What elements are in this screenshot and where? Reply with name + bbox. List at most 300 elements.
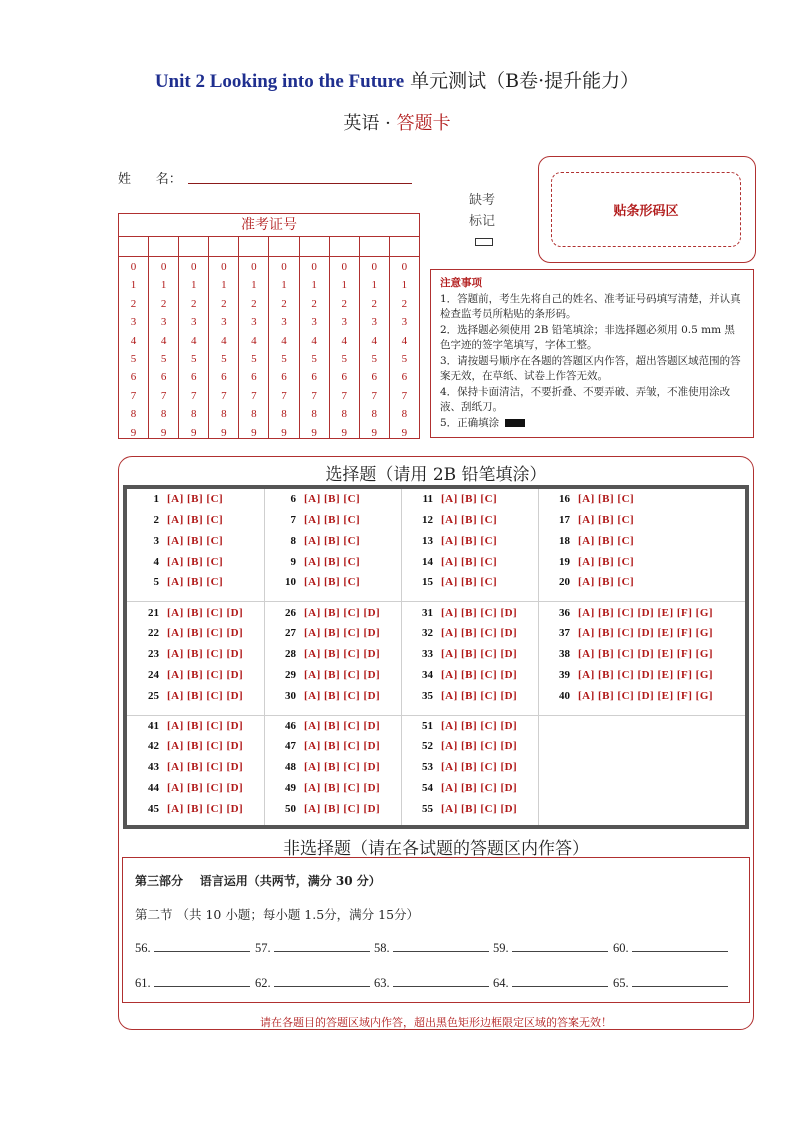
- exam-id-digit-column: [390, 256, 419, 438]
- question-number: 37: [559, 627, 570, 639]
- exam-id-digit-bubble[interactable]: 4: [401, 334, 408, 347]
- mc-question-row: [548, 576, 634, 588]
- exam-id-digit-bubble[interactable]: 6: [341, 371, 347, 384]
- exam-id-digit-bubble[interactable]: 1: [190, 279, 197, 292]
- answer-options[interactable]: [A] [B] [C] [D]: [304, 627, 381, 639]
- exam-id-digit-bubble[interactable]: 3: [341, 316, 347, 329]
- mc-question-row: [274, 761, 380, 773]
- mc-question-row: [274, 720, 380, 732]
- exam-id-digit-bubble[interactable]: 2: [311, 297, 317, 310]
- blank-answer-line[interactable]: [632, 985, 728, 987]
- mc-question-row: [411, 669, 517, 681]
- exam-id-digit-bubble[interactable]: 0: [160, 261, 167, 273]
- mc-question-row: [548, 669, 713, 681]
- question-number: 44: [148, 782, 159, 794]
- exam-id-digit-bubble[interactable]: 1: [221, 279, 227, 292]
- answer-options[interactable]: [A] [B] [C]: [578, 535, 635, 547]
- answer-options[interactable]: [A] [B] [C] [D]: [167, 607, 244, 619]
- exam-id-digit-bubble[interactable]: 6: [251, 371, 257, 384]
- exam-id-digit-bubble[interactable]: 8: [130, 408, 137, 421]
- exam-id-write-cell[interactable]: [119, 236, 149, 256]
- exam-id-digit-bubble[interactable]: 2: [160, 297, 167, 310]
- mc-question-row: [137, 607, 243, 619]
- exam-id-digit-bubble[interactable]: 3: [130, 316, 137, 329]
- exam-id-digit-bubble[interactable]: 2: [341, 297, 347, 310]
- exam-id-digit-bubble[interactable]: 6: [311, 371, 317, 384]
- exam-id-digit-bubble[interactable]: 2: [251, 297, 257, 310]
- mc-question-row: [137, 576, 223, 588]
- exam-id-digit-bubble[interactable]: 0: [341, 261, 347, 273]
- exam-id-digit-bubble[interactable]: 5: [281, 353, 287, 366]
- answer-options[interactable]: [A] [B] [C] [D]: [304, 607, 381, 619]
- exam-id-write-cell[interactable]: [360, 236, 390, 256]
- answer-options[interactable]: [A] [B] [C]: [578, 493, 635, 505]
- answer-options[interactable]: [A] [B] [C] [D]: [304, 648, 381, 660]
- question-number: 24: [148, 669, 159, 681]
- exam-id-digit-bubble[interactable]: 4: [311, 334, 317, 347]
- answer-options[interactable]: [A] [B] [C] [D] [E] [F] [G]: [578, 648, 714, 660]
- answer-options[interactable]: [A] [B] [C]: [441, 514, 498, 526]
- mc-question-row: [274, 556, 360, 568]
- exam-id-digit-column: [360, 256, 390, 438]
- mc-question-row: [274, 648, 380, 660]
- exam-id-digit-bubble[interactable]: 2: [190, 297, 197, 310]
- answer-options[interactable]: [A] [B] [C] [D]: [167, 803, 244, 815]
- exam-id-digit-bubble[interactable]: 9: [190, 426, 197, 439]
- exam-id-digit-bubble[interactable]: 4: [130, 334, 137, 347]
- subtitle-subject: 英语 ·: [343, 113, 397, 134]
- exam-id-digit-bubble[interactable]: 0: [371, 261, 378, 273]
- exam-id-digit-bubble[interactable]: 8: [371, 408, 378, 421]
- blank-answer-line[interactable]: [393, 950, 489, 952]
- exam-id-digit-bubble[interactable]: 8: [401, 408, 408, 421]
- answer-options[interactable]: [A] [B] [C]: [578, 576, 635, 588]
- question-number: 22: [148, 627, 159, 639]
- mc-question-row: [411, 740, 517, 752]
- exam-id-digit-bubble[interactable]: 9: [221, 426, 227, 439]
- exam-id-digit-bubble[interactable]: 5: [190, 353, 197, 366]
- exam-id-digit-bubble[interactable]: 2: [401, 297, 408, 310]
- exam-id-digit-column: [239, 256, 269, 438]
- blank-number: 60.: [613, 941, 629, 955]
- answer-options[interactable]: [A] [B] [C] [D]: [441, 803, 518, 815]
- exam-id-digit-column: [269, 256, 299, 438]
- question-number: 15: [422, 576, 433, 588]
- notice-item-fill-example: [440, 416, 744, 432]
- exam-id-digit-bubble[interactable]: 0: [401, 261, 408, 273]
- exam-id-write-cell[interactable]: [209, 236, 239, 256]
- exam-id-digit-bubble[interactable]: 5: [130, 353, 137, 366]
- exam-id-digit-bubble[interactable]: 3: [371, 316, 378, 329]
- exam-id-digit-bubble[interactable]: 3: [401, 316, 408, 329]
- fill-blank-item: [613, 941, 728, 956]
- answer-options[interactable]: [A] [B] [C] [D]: [167, 669, 244, 681]
- barcode-label: 贴条形码区: [613, 204, 679, 219]
- answer-options[interactable]: [A] [B] [C] [D]: [304, 690, 381, 702]
- exam-id-digit-bubble[interactable]: 9: [311, 426, 317, 439]
- question-number: 48: [285, 761, 296, 773]
- exam-id-digit-bubble[interactable]: 5: [401, 353, 408, 366]
- mc-question-row: [548, 514, 634, 526]
- exam-id-digit-bubble[interactable]: 2: [281, 297, 287, 310]
- answer-options[interactable]: [A] [B] [C] [D]: [441, 761, 518, 773]
- blank-number: 57.: [255, 941, 271, 955]
- exam-id-digit-bubble[interactable]: 8: [221, 408, 227, 421]
- exam-id-digit-bubble[interactable]: 1: [281, 279, 287, 292]
- answer-options[interactable]: [A] [B] [C]: [304, 556, 361, 568]
- question-number: 29: [285, 669, 296, 681]
- notice-item-5-text: 5．正确填涂: [440, 416, 500, 429]
- exam-id-digit-bubble[interactable]: 3: [221, 316, 227, 329]
- answer-options[interactable]: [A] [B] [C] [D]: [167, 648, 244, 660]
- mc-question-row: [137, 648, 243, 660]
- question-number: 53: [422, 761, 433, 773]
- answer-options[interactable]: [A] [B] [C] [D]: [441, 627, 518, 639]
- fill-blank-item: [613, 976, 728, 991]
- answer-options[interactable]: [A] [B] [C] [D]: [441, 782, 518, 794]
- blank-answer-line[interactable]: [512, 985, 608, 987]
- answer-options[interactable]: [A] [B] [C] [D] [E] [F] [G]: [578, 627, 714, 639]
- mc-question-row: [137, 493, 223, 505]
- exam-id-write-cell[interactable]: [149, 236, 179, 256]
- exam-id-digit-bubble[interactable]: 7: [341, 389, 347, 402]
- fill-blank-item: [135, 941, 250, 956]
- question-number: 17: [559, 514, 570, 526]
- exam-id-digit-bubble[interactable]: 4: [160, 334, 167, 347]
- blank-answer-line[interactable]: [393, 985, 489, 987]
- answer-options[interactable]: [A] [B] [C] [D]: [167, 782, 244, 794]
- question-number: 34: [422, 669, 433, 681]
- exam-id-digit-bubble[interactable]: 4: [251, 334, 257, 347]
- question-number: 35: [422, 690, 433, 702]
- exam-id-digit-bubble[interactable]: 9: [371, 426, 378, 439]
- exam-id-digit-bubble[interactable]: 1: [251, 279, 257, 292]
- exam-id-digit-bubble[interactable]: 5: [311, 353, 317, 366]
- answer-options[interactable]: [A] [B] [C] [D]: [304, 761, 381, 773]
- exam-id-digit-bubble[interactable]: 4: [221, 334, 227, 347]
- blank-answer-line[interactable]: [632, 950, 728, 952]
- blank-number: 65.: [613, 976, 629, 990]
- section-heading: 第二节 （共 10 小题；每小题 1.5分，满分 15分）: [135, 907, 420, 922]
- question-number: 30: [285, 690, 296, 702]
- answer-options[interactable]: [A] [B] [C] [D]: [441, 690, 518, 702]
- question-number: 36: [559, 607, 570, 619]
- fill-blank-item: [493, 976, 608, 991]
- answer-options[interactable]: [A] [B] [C]: [167, 535, 224, 547]
- exam-id-digit-bubble[interactable]: 6: [130, 371, 137, 384]
- mc-question-row: [137, 740, 243, 752]
- mc-question-row: [274, 607, 380, 619]
- exam-id-digit-column: [119, 256, 149, 438]
- answer-options[interactable]: [A] [B] [C]: [441, 535, 498, 547]
- exam-id-digit-bubble[interactable]: 2: [130, 297, 137, 310]
- question-number: 38: [559, 648, 570, 660]
- answer-options[interactable]: [A] [B] [C]: [167, 514, 224, 526]
- absent-line1: 缺考: [468, 193, 495, 208]
- fill-blank-item: [493, 941, 608, 956]
- mc-grid: [127, 489, 745, 825]
- mc-question-row: [137, 761, 243, 773]
- mc-question-row: [411, 556, 497, 568]
- answer-options[interactable]: [A] [B] [C] [D]: [167, 627, 244, 639]
- exam-id-digit-bubble[interactable]: 6: [371, 371, 378, 384]
- answer-options[interactable]: [A] [B] [C]: [304, 493, 361, 505]
- notice-item: 2．选择题必须使用 2B 铅笔填涂；非选择题必须用 0.5 mm 黑色字迹的签字笔填写，字体工整。: [440, 323, 735, 351]
- question-number: 5: [153, 576, 159, 588]
- exam-id-write-row: [119, 236, 419, 257]
- answer-options[interactable]: [A] [B] [C] [D]: [304, 803, 381, 815]
- exam-id-write-cell[interactable]: [179, 236, 209, 256]
- mc-question-row: [548, 690, 713, 702]
- part-heading: 第三部分 语言运用（共两节，满分 30 分）: [135, 874, 381, 888]
- answer-options[interactable]: [A] [B] [C]: [304, 514, 361, 526]
- question-number: 26: [285, 607, 296, 619]
- blank-answer-line[interactable]: [154, 985, 250, 987]
- question-number: 45: [148, 803, 159, 815]
- mc-question-row: [137, 556, 223, 568]
- exam-id-digit-bubble[interactable]: 8: [251, 408, 257, 421]
- exam-id-digit-bubble[interactable]: 5: [251, 353, 257, 366]
- exam-id-digit-bubble[interactable]: 9: [341, 426, 347, 439]
- question-number: 1: [153, 493, 159, 505]
- answer-options[interactable]: [A] [B] [C]: [167, 556, 224, 568]
- answer-options[interactable]: [A] [B] [C]: [441, 493, 498, 505]
- exam-id-digit-bubble[interactable]: 8: [341, 408, 347, 421]
- question-number: 21: [148, 607, 159, 619]
- exam-id-digit-bubble[interactable]: 7: [281, 389, 287, 402]
- exam-id-digit-bubble[interactable]: 6: [281, 371, 287, 384]
- exam-id-digit-bubble[interactable]: 3: [160, 316, 167, 329]
- exam-id-digit-bubble[interactable]: 3: [190, 316, 197, 329]
- answer-options[interactable]: [A] [B] [C] [D] [E] [F] [G]: [578, 690, 714, 702]
- blank-number: 58.: [374, 941, 390, 955]
- exam-id-digit-bubble[interactable]: 1: [341, 279, 347, 292]
- answer-options[interactable]: [A] [B] [C]: [441, 556, 498, 568]
- exam-id-digit-bubble[interactable]: 1: [311, 279, 317, 292]
- exam-id-digit-bubble[interactable]: 1: [130, 279, 137, 292]
- exam-id-digit-bubble[interactable]: 4: [341, 334, 347, 347]
- exam-id-digit-bubble[interactable]: 0: [221, 261, 227, 273]
- exam-id-write-cell[interactable]: [269, 236, 299, 256]
- exam-id-digit-bubble[interactable]: 6: [190, 371, 197, 384]
- mc-question-row: [548, 648, 713, 660]
- blank-number: 64.: [493, 976, 509, 990]
- answer-options[interactable]: [A] [B] [C] [D]: [441, 648, 518, 660]
- exam-id-digit-bubble[interactable]: 1: [160, 279, 167, 292]
- answer-options[interactable]: [A] [B] [C]: [167, 493, 224, 505]
- exam-id-table: [118, 213, 420, 439]
- mc-question-row: [411, 607, 517, 619]
- question-number: 3: [153, 535, 159, 547]
- question-number: 40: [559, 690, 570, 702]
- exam-id-digit-bubble[interactable]: 0: [190, 261, 197, 273]
- answer-options[interactable]: [A] [B] [C]: [304, 535, 361, 547]
- mc-question-row: [548, 607, 713, 619]
- page-title: [0, 66, 794, 93]
- exam-id-digit-bubble[interactable]: 0: [251, 261, 257, 273]
- exam-id-digit-bubble[interactable]: 7: [401, 389, 408, 402]
- mc-question-row: [411, 493, 497, 505]
- exam-id-digit-bubble[interactable]: 6: [401, 371, 408, 384]
- grid-divider: [401, 489, 402, 825]
- exam-id-digit-bubble[interactable]: 3: [251, 316, 257, 329]
- exam-id-digit-column: [330, 256, 360, 438]
- exam-id-digit-bubble[interactable]: 3: [281, 316, 287, 329]
- mc-question-row: [274, 740, 380, 752]
- exam-id-digit-bubble[interactable]: 2: [221, 297, 227, 310]
- exam-id-digit-bubble[interactable]: 6: [160, 371, 167, 384]
- mc-question-row: [274, 690, 380, 702]
- absent-checkbox[interactable]: [475, 238, 493, 246]
- exam-id-digit-bubble[interactable]: 3: [311, 316, 317, 329]
- exam-id-write-cell[interactable]: [300, 236, 330, 256]
- exam-id-write-cell[interactable]: [239, 236, 269, 256]
- question-number: 13: [422, 535, 433, 547]
- answer-options[interactable]: [A] [B] [C] [D]: [167, 761, 244, 773]
- blank-answer-line[interactable]: [154, 950, 250, 952]
- mc-question-row: [274, 576, 360, 588]
- exam-id-digit-bubble[interactable]: 7: [130, 389, 137, 402]
- question-number: 19: [559, 556, 570, 568]
- answer-options[interactable]: [A] [B] [C]: [441, 576, 498, 588]
- fill-blank-item: [374, 976, 489, 991]
- question-number: 11: [422, 493, 433, 505]
- answer-options[interactable]: [A] [B] [C] [D] [E] [F] [G]: [578, 607, 714, 619]
- mc-question-row: [548, 493, 634, 505]
- mc-question-row: [137, 782, 243, 794]
- notice-item: 1．答题前，考生先将自己的姓名、准考证号码填写清楚，并认真检查监考员所粘贴的条形码。: [440, 292, 741, 320]
- absent-line2: 标记: [468, 214, 495, 229]
- blank-answer-line[interactable]: [512, 950, 608, 952]
- grid-divider: [127, 601, 745, 602]
- exam-id-digit-bubble[interactable]: 9: [281, 426, 287, 439]
- exam-id-digit-bubble[interactable]: 7: [371, 389, 378, 402]
- fill-blank-item: [255, 976, 370, 991]
- mc-question-row: [411, 690, 517, 702]
- mc-question-row: [137, 627, 243, 639]
- question-number: 41: [148, 720, 159, 732]
- question-number: 4: [153, 556, 159, 568]
- exam-id-write-cell[interactable]: [390, 236, 419, 256]
- blank-number: 62.: [255, 976, 271, 990]
- exam-id-digit-bubble[interactable]: 6: [221, 371, 227, 384]
- exam-id-digit-bubble[interactable]: 5: [221, 353, 227, 366]
- fill-blank-item: [374, 941, 489, 956]
- mc-section-title: 选择题（请用 2B 铅笔填涂）: [325, 465, 547, 485]
- exam-id-digit-column: [300, 256, 330, 438]
- exam-id-digit-bubble[interactable]: 8: [160, 408, 167, 421]
- exam-id-digit-bubble[interactable]: 7: [160, 389, 167, 402]
- exam-id-digit-bubble[interactable]: 7: [251, 389, 257, 402]
- exam-id-digit-bubble[interactable]: 4: [281, 334, 287, 347]
- exam-id-digit-bubble[interactable]: 0: [281, 261, 287, 273]
- exam-id-digit-bubble[interactable]: 7: [311, 389, 317, 402]
- notice-box: [430, 269, 754, 438]
- question-number: 23: [148, 648, 159, 660]
- exam-id-digit-bubble[interactable]: 9: [130, 426, 137, 439]
- question-number: 14: [422, 556, 433, 568]
- blank-answer-line[interactable]: [274, 950, 370, 952]
- question-number: 33: [422, 648, 433, 660]
- nc-answer-box: [122, 857, 750, 1003]
- mc-answer-box: [123, 485, 749, 829]
- answer-options[interactable]: [A] [B] [C] [D]: [441, 607, 518, 619]
- answer-options[interactable]: [A] [B] [C] [D]: [441, 720, 518, 732]
- exam-id-digit-bubble[interactable]: 7: [221, 389, 227, 402]
- answer-options[interactable]: [A] [B] [C]: [578, 514, 635, 526]
- exam-id-digit-bubble[interactable]: 9: [251, 426, 257, 439]
- answer-options[interactable]: [A] [B] [C] [D]: [304, 669, 381, 681]
- grid-divider: [538, 489, 539, 825]
- exam-id-write-cell[interactable]: [330, 236, 360, 256]
- exam-id-digit-bubble[interactable]: 5: [160, 353, 167, 366]
- exam-id-digit-bubble[interactable]: 2: [371, 297, 378, 310]
- exam-id-digit-bubble[interactable]: 8: [281, 408, 287, 421]
- exam-id-digit-bubble[interactable]: 7: [190, 389, 197, 402]
- exam-id-digit-bubble[interactable]: 9: [160, 426, 167, 439]
- blank-answer-line[interactable]: [274, 985, 370, 987]
- mc-question-row: [411, 761, 517, 773]
- mc-question-row: [274, 782, 380, 794]
- exam-id-digit-bubble[interactable]: 5: [371, 353, 378, 366]
- question-number: 32: [422, 627, 433, 639]
- exam-id-digit-bubble[interactable]: 4: [190, 334, 197, 347]
- answer-options[interactable]: [A] [B] [C] [D]: [167, 740, 244, 752]
- exam-id-digit-bubble[interactable]: 0: [311, 261, 317, 273]
- mc-question-row: [274, 514, 360, 526]
- mc-question-row: [411, 648, 517, 660]
- question-number: 51: [422, 720, 433, 732]
- exam-id-digit-bubble[interactable]: 5: [341, 353, 347, 366]
- answer-options[interactable]: [A] [B] [C]: [167, 576, 224, 588]
- exam-id-digit-column: [179, 256, 209, 438]
- barcode-area: [551, 172, 741, 247]
- name-field[interactable]: [188, 183, 412, 184]
- filled-bubble-example: [505, 419, 525, 427]
- exam-id-digit-bubble[interactable]: 1: [401, 279, 408, 292]
- answer-options[interactable]: [A] [B] [C] [D]: [304, 720, 381, 732]
- answer-options[interactable]: [A] [B] [C] [D]: [441, 669, 518, 681]
- mc-question-row: [548, 556, 634, 568]
- exam-id-digit-bubble[interactable]: 9: [401, 426, 408, 439]
- answer-options[interactable]: [A] [B] [C] [D]: [304, 740, 381, 752]
- title-english: Unit 2 Looking into the Future: [154, 71, 405, 92]
- answer-options[interactable]: [A] [B] [C] [D]: [304, 782, 381, 794]
- question-number: 50: [285, 803, 296, 815]
- mc-question-row: [411, 576, 497, 588]
- answer-options[interactable]: [A] [B] [C] [D]: [167, 720, 244, 732]
- answer-options[interactable]: [A] [B] [C] [D]: [167, 690, 244, 702]
- name-label: 姓 名：: [118, 172, 182, 187]
- answer-options[interactable]: [A] [B] [C] [D]: [441, 740, 518, 752]
- exam-id-digit-bubble[interactable]: 1: [371, 279, 378, 292]
- answer-options[interactable]: [A] [B] [C] [D] [E] [F] [G]: [578, 669, 714, 681]
- exam-id-digit-bubble[interactable]: 4: [371, 334, 378, 347]
- mc-question-row: [137, 535, 223, 547]
- mc-question-row: [274, 493, 360, 505]
- mc-question-row: [137, 690, 243, 702]
- exam-id-digit-bubble[interactable]: 8: [190, 408, 197, 421]
- exam-id-digit-bubble[interactable]: 0: [130, 261, 137, 273]
- title-chinese: 单元测试（B卷·提升能力）: [404, 70, 640, 92]
- question-number: 52: [422, 740, 433, 752]
- answer-options[interactable]: [A] [B] [C]: [304, 576, 361, 588]
- mc-question-row: [274, 803, 380, 815]
- answer-options[interactable]: [A] [B] [C]: [578, 556, 635, 568]
- exam-id-digit-bubble[interactable]: 8: [311, 408, 317, 421]
- mc-question-row: [411, 627, 517, 639]
- mc-question-row: [411, 535, 497, 547]
